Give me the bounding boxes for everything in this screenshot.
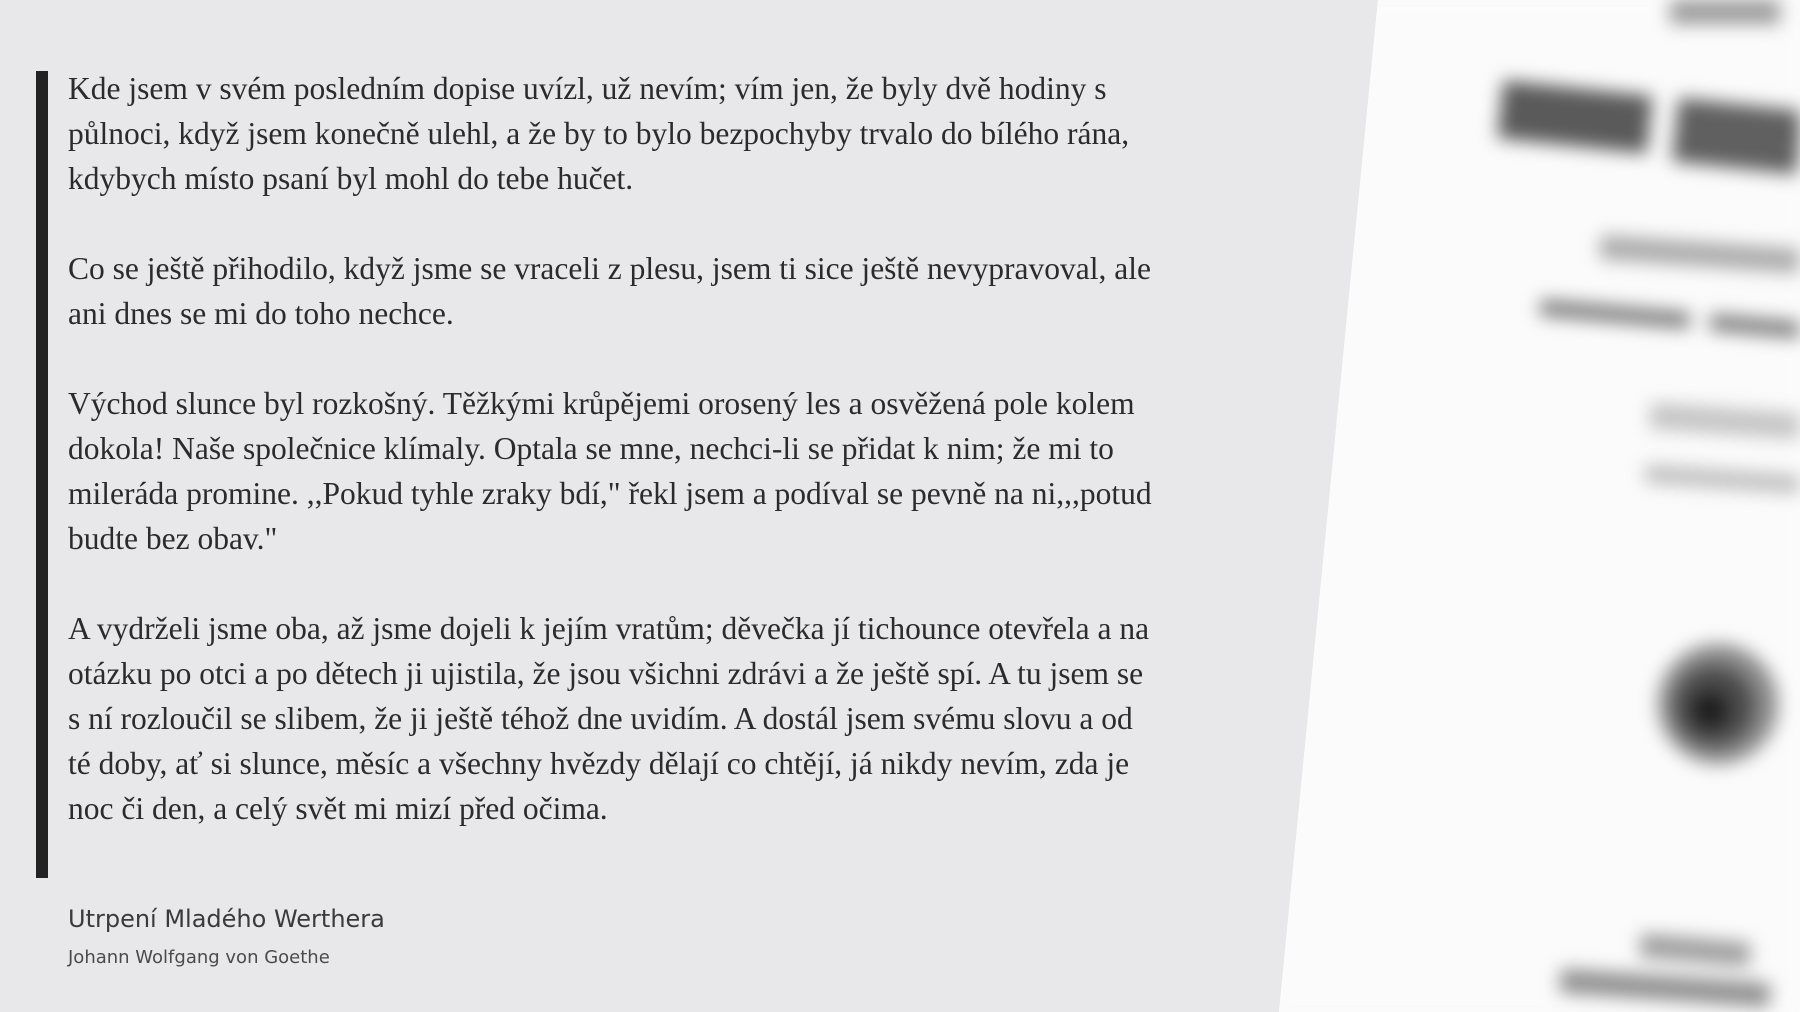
quote-paragraph: A vydrželi jsme oba, až jsme dojeli k jejím vratům; děvečka jí tichounce otevřela a na otázku po otci a po dětech ji ujistila, že jsou všichni zdrávi a že ještě spí. A tu jsem se s ní rozloučil se slibem, že ji ještě téhož dne uvidím. A dostál jsem svému slovu a od té doby, ať si slunce, měsíc a všechny hvězdy dělají co chtějí, já nikdy nevím, zda je noc či den, a celý svět mi mizí před očima. <box>68 611 1150 826</box>
book-author: Johann Wolfgang von Goethe <box>68 947 330 968</box>
blockquote-bar <box>36 71 48 878</box>
quote-paragraph: Kde jsem v svém posledním dopise uvízl, už nevím; vím jen, že byly dvě hodiny s půlnoci, když jsem konečně ulehl, a že by to bylo bezpochyby trvalo do bílého rána, kdybych místo psaní byl mohl do tebe hučet. <box>68 71 1130 196</box>
quote-paragraph: Co se ještě přihodilo, když jsme se vraceli z plesu, jsem ti sice ještě nevypravoval, ale ani dnes se mi do toho nechce. <box>68 251 1151 331</box>
book-title: Utrpení Mladého Werthera <box>68 905 385 933</box>
quote-text <box>68 66 1158 831</box>
quote-paragraph: Východ slunce byl rozkošný. Těžkými krůpějemi orosený les a osvěžená pole kolem dokola! Naše společnice klímaly. Optala se mne, nechci-li se přidat k nim; že mi to mileráda promine. ,,Pokud tyhle zraky bdí," řekl jsem a podíval se pevně na ni,,,potud budte bez obav." <box>68 386 1152 556</box>
